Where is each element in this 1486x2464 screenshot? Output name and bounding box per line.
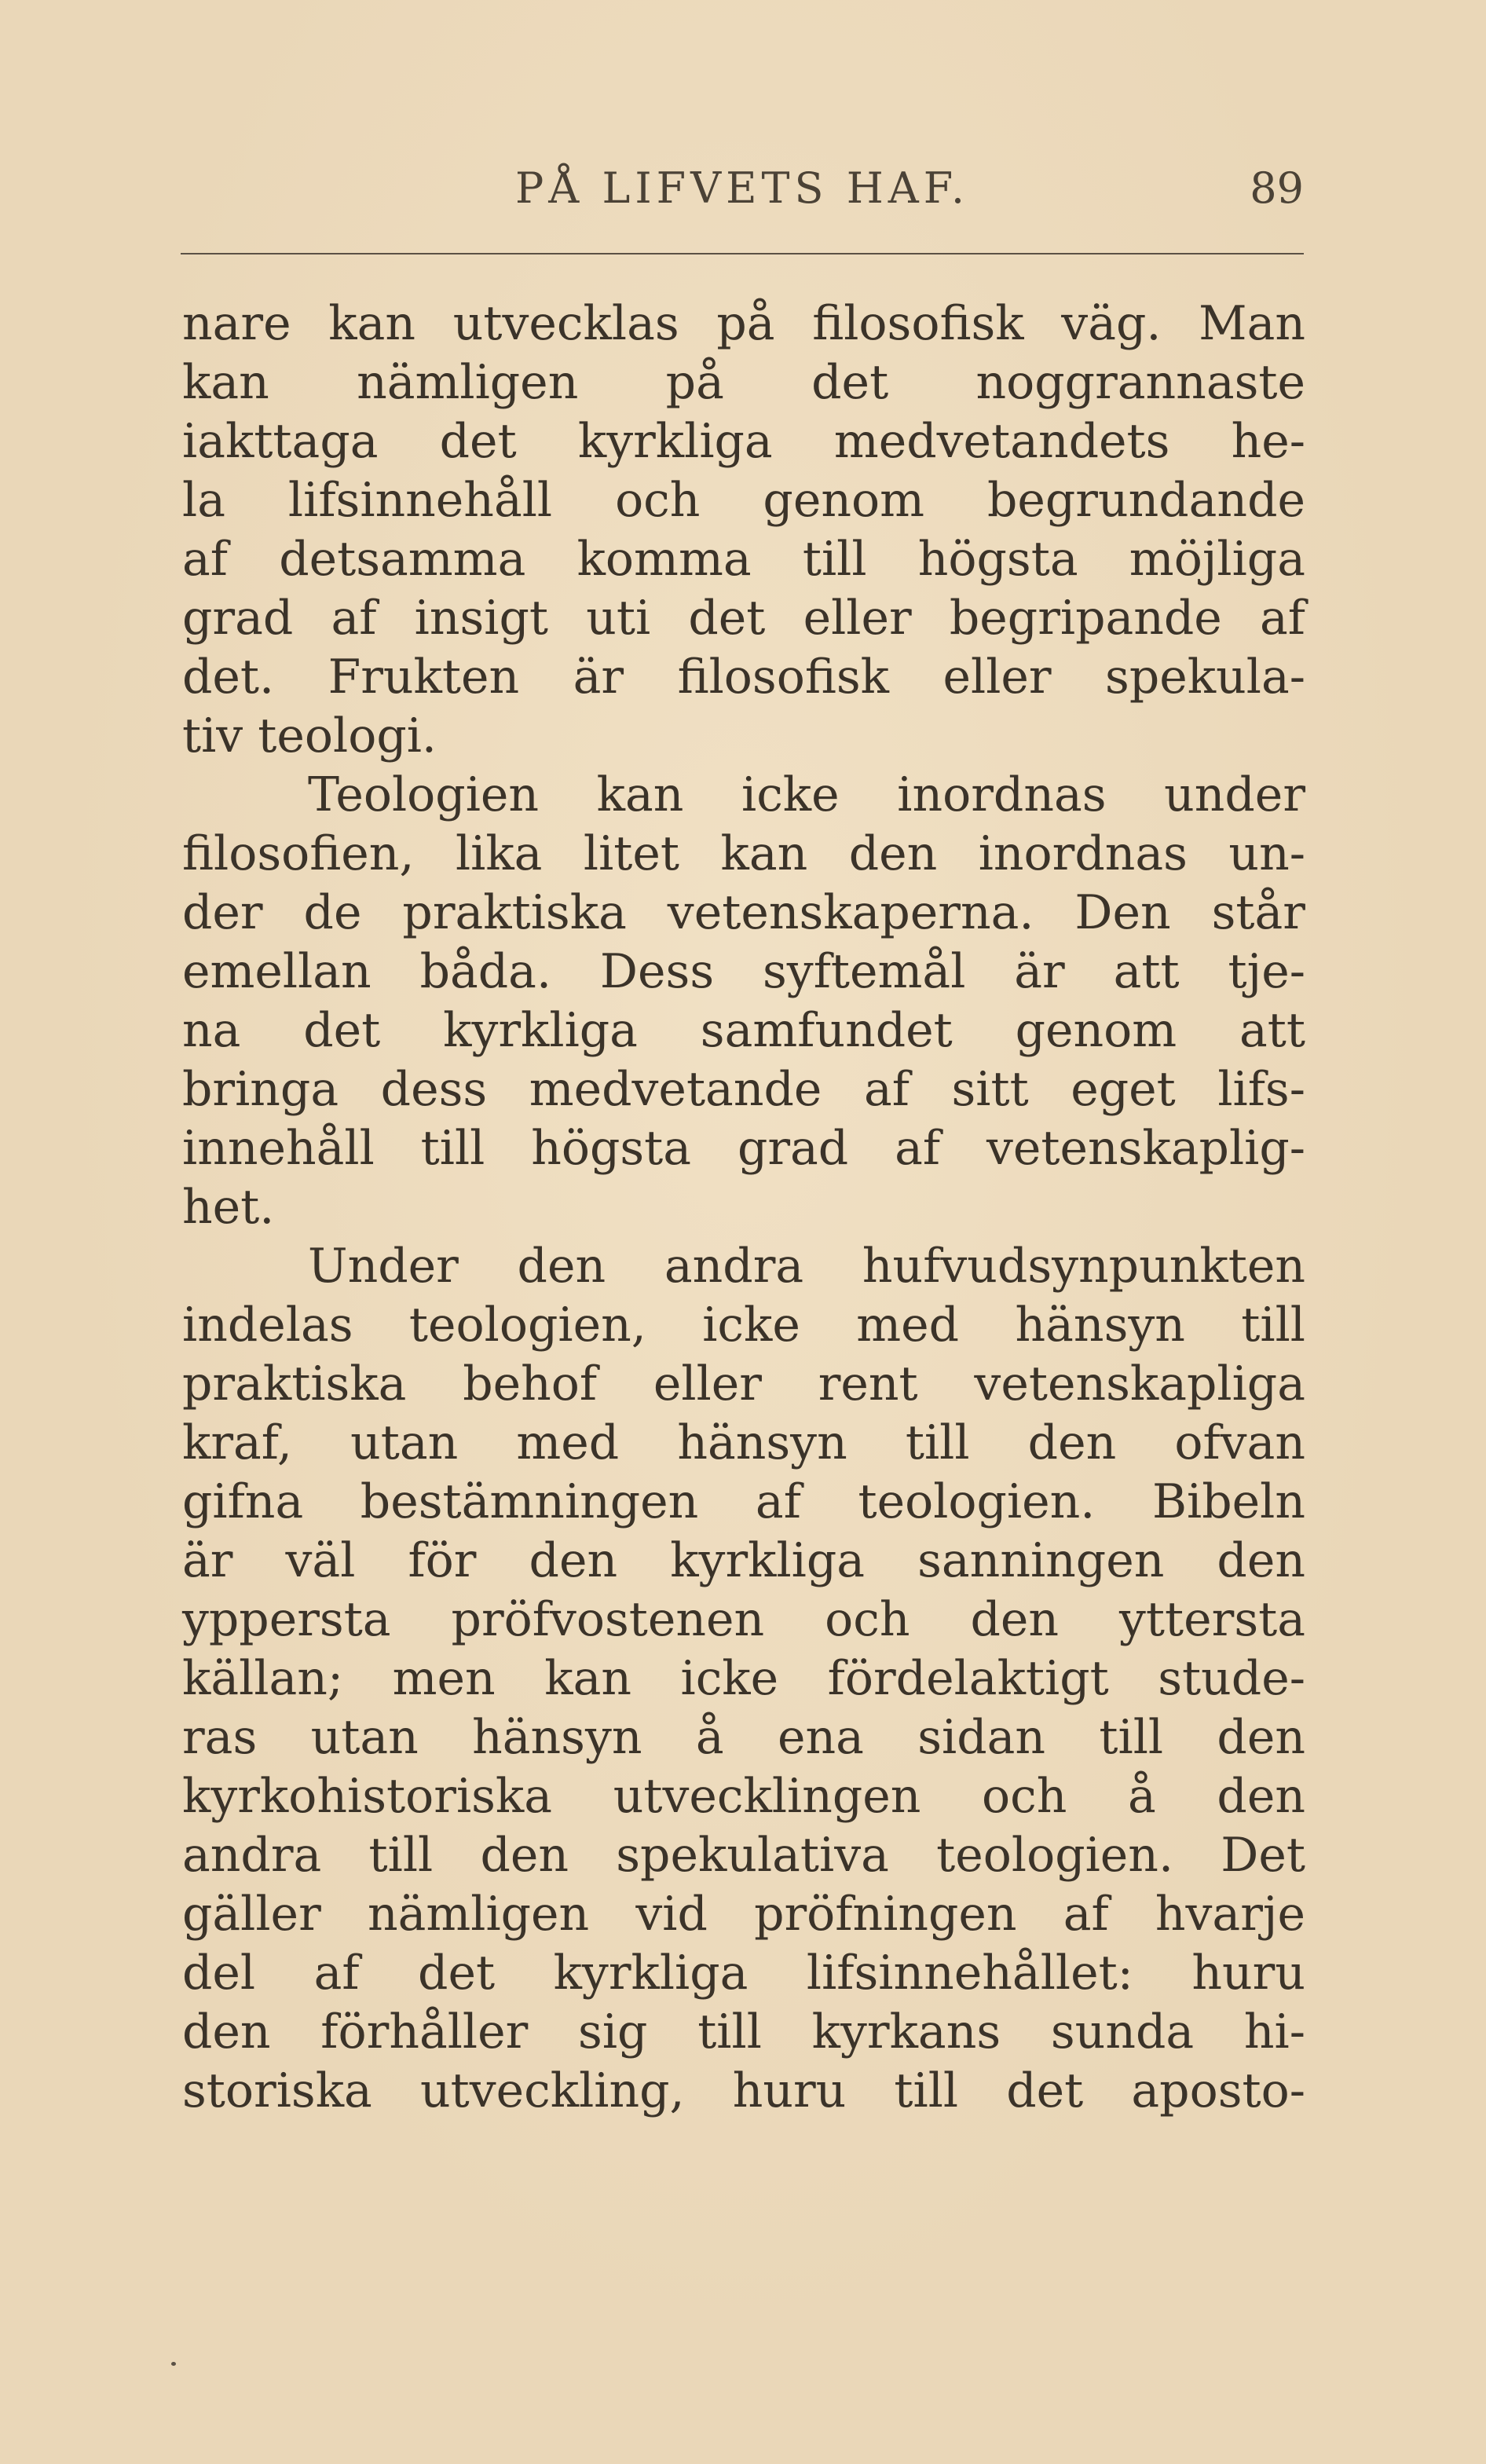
- text-line: filosofien, lika litet kan den inordnas un-: [182, 826, 1305, 881]
- text-line: tiv teologi.: [182, 708, 437, 763]
- text-line: iakttaga det kyrkliga medvetandets he-: [182, 414, 1305, 469]
- page-number: 89: [1250, 163, 1304, 213]
- text-line: gifna bestämningen af teologien. Bibeln: [182, 1474, 1305, 1529]
- text-line: praktiska behof eller rent vetenskapliga: [182, 1356, 1305, 1411]
- text-line: innehåll till högsta grad af vetenskaplig-: [182, 1121, 1305, 1176]
- running-title: PÅ LIFVETS HAF.: [514, 163, 970, 213]
- text-line: del af det kyrkliga lifsinnehållet: huru: [182, 1946, 1305, 2001]
- text-line: na det kyrkliga samfundet genom att: [182, 1003, 1305, 1058]
- text-line: storiska utveckling, huru till det aposto-: [182, 2063, 1305, 2118]
- ink-speck: [171, 2362, 176, 2366]
- text-line: Teologien kan icke inordnas under: [308, 767, 1305, 822]
- body-text: [182, 295, 1305, 2121]
- text-line: andra till den spekulativa teologien. Det: [182, 1828, 1305, 1883]
- text-line: emellan båda. Dess syftemål är att tje-: [182, 944, 1305, 999]
- text-line: kan nämligen på det noggrannaste: [182, 355, 1305, 410]
- text-line: het.: [182, 1180, 275, 1235]
- text-line: grad af insigt uti det eller begripande af: [182, 591, 1305, 646]
- text-line: af detsamma komma till högsta möjliga: [182, 532, 1305, 587]
- text-line: nare kan utvecklas på filosofisk väg. Man: [182, 296, 1305, 351]
- text-line: kraf, utan med hänsyn till den ofvan: [182, 1415, 1305, 1470]
- text-line: indelas teologien, icke med hänsyn till: [182, 1298, 1305, 1353]
- text-line: la lifsinnehåll och genom begrundande: [182, 473, 1305, 528]
- text-line: kyrkohistoriska utvecklingen och å den: [182, 1769, 1305, 1824]
- text-line: Under den andra hufvudsynpunkten: [308, 1239, 1305, 1294]
- header-rule: [181, 253, 1304, 254]
- text-line: källan; men kan icke fördelaktigt stude-: [182, 1651, 1305, 1706]
- text-line: ras utan hänsyn å ena sidan till den: [182, 1710, 1305, 1765]
- text-line: der de praktiska vetenskaperna. Den står: [182, 885, 1305, 940]
- text-line: det. Frukten är filosofisk eller spekula-: [182, 650, 1305, 705]
- text-line: är väl för den kyrkliga sanningen den: [182, 1533, 1305, 1588]
- text-line: gäller nämligen vid pröfningen af hvarje: [182, 1887, 1305, 1942]
- text-line: den förhåller sig till kyrkans sunda hi-: [182, 2005, 1305, 2059]
- text-line: bringa dess medvetande af sitt eget lifs-: [182, 1062, 1305, 1117]
- running-header: [181, 161, 1304, 216]
- text-line: yppersta pröfvostenen och den yttersta: [182, 1592, 1305, 1647]
